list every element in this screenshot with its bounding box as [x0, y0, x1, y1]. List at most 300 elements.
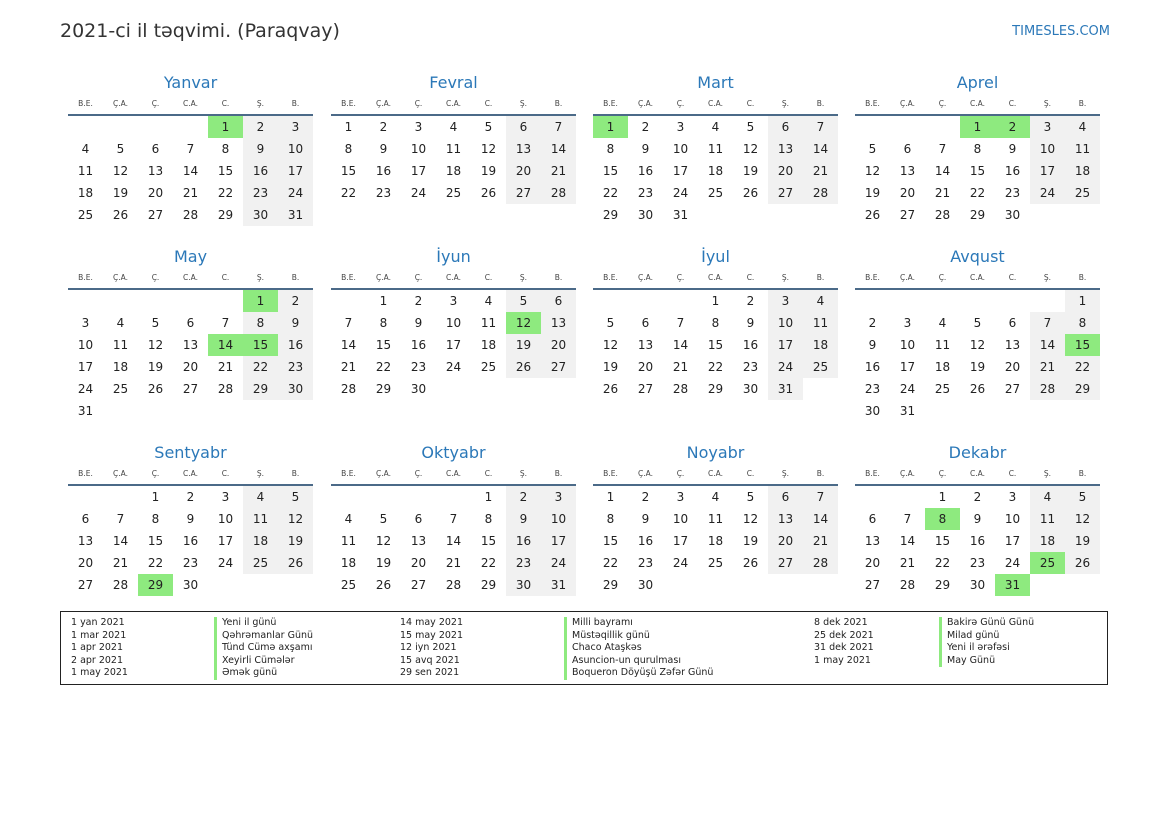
day-cell: 4	[243, 486, 278, 508]
holiday-day: 31	[995, 574, 1030, 596]
day-cell: 31	[899, 404, 916, 418]
day-grid	[68, 486, 313, 596]
day-cell: 18	[480, 338, 497, 352]
day-cell: 13	[768, 508, 803, 530]
day-cell: 6	[541, 290, 576, 312]
holiday-day: 2	[995, 116, 1030, 138]
day-cell: 7	[186, 142, 195, 156]
holiday-day: 29	[138, 574, 173, 596]
day-cell: 25	[243, 552, 278, 574]
day-cell: 15	[375, 338, 392, 352]
day-cell: 18	[707, 164, 724, 178]
month-name: Avqust	[950, 247, 1005, 266]
day-cell: 2	[414, 294, 423, 308]
empty-cell	[925, 290, 960, 312]
day-cell: 25	[803, 356, 838, 378]
day-cell: 6	[903, 142, 912, 156]
day-cell: 15	[934, 534, 951, 548]
day-cell: 8	[221, 142, 230, 156]
day-cell: 23	[506, 552, 541, 574]
day-cell: 19	[506, 334, 541, 356]
day-cell: 26	[1065, 552, 1100, 574]
day-cell: 9	[186, 512, 195, 526]
weekday-label: B.	[816, 469, 825, 478]
legend-dates-col-1	[71, 617, 128, 680]
day-cell: 12	[375, 534, 392, 548]
weekday-label: Ç.A.	[112, 469, 128, 478]
day-cell: 23	[742, 360, 759, 374]
weekday-label: Ç.A.	[899, 273, 915, 282]
day-cell: 12	[602, 338, 619, 352]
day-cell: 24	[1004, 556, 1021, 570]
day-cell: 29	[243, 378, 278, 400]
day-cell: 9	[1008, 142, 1017, 156]
legend-entry: May Günü	[939, 655, 1034, 668]
weekday-label: Ş.	[256, 469, 265, 478]
day-cell: 27	[541, 356, 576, 378]
day-cell: 10	[410, 142, 427, 156]
day-cell: 28	[672, 382, 689, 396]
day-cell: 30	[278, 378, 313, 400]
day-cell: 17	[278, 160, 313, 182]
weekday-label: Ç.	[151, 99, 160, 108]
day-cell: 20	[637, 360, 654, 374]
day-cell: 7	[1030, 312, 1065, 334]
day-cell: 21	[340, 360, 357, 374]
weekday-label: C.A.	[445, 469, 461, 478]
day-cell: 10	[672, 142, 689, 156]
day-cell: 31	[768, 378, 803, 400]
day-cell: 15	[969, 164, 986, 178]
weekday-header	[68, 96, 313, 112]
day-cell: 22	[934, 556, 951, 570]
day-cell: 9	[868, 338, 877, 352]
day-cell: 24	[278, 182, 313, 204]
day-cell: 28	[1030, 378, 1065, 400]
holiday-day: 15	[243, 334, 278, 356]
legend-entry: 8 dek 2021	[814, 617, 868, 628]
day-cell: 25	[112, 382, 129, 396]
day-cell: 2	[868, 316, 877, 330]
month-yanvar	[68, 72, 313, 226]
day-cell: 6	[151, 142, 160, 156]
day-cell: 25	[934, 382, 951, 396]
day-cell: 22	[147, 556, 164, 570]
weekday-label: Ç.	[676, 273, 685, 282]
day-cell: 5	[484, 120, 493, 134]
empty-cell	[138, 116, 173, 138]
day-cell: 16	[506, 530, 541, 552]
day-cell: 31	[278, 204, 313, 226]
day-cell: 6	[81, 512, 90, 526]
day-cell: 6	[641, 316, 650, 330]
day-cell: 26	[278, 552, 313, 574]
weekday-label: B.E.	[603, 99, 618, 108]
legend-entry: 15 avq 2021	[400, 654, 460, 666]
day-cell: 7	[221, 316, 230, 330]
day-cell: 14	[445, 534, 462, 548]
day-cell: 3	[449, 294, 458, 308]
day-cell: 21	[803, 530, 838, 552]
day-cell: 1	[151, 490, 160, 504]
day-cell: 23	[637, 556, 654, 570]
day-cell: 25	[445, 186, 462, 200]
day-cell: 8	[243, 312, 278, 334]
day-grid	[593, 486, 838, 596]
day-cell: 13	[864, 534, 881, 548]
day-cell: 21	[445, 556, 462, 570]
day-cell: 31	[77, 404, 94, 418]
day-cell: 29	[217, 208, 234, 222]
day-cell: 30	[637, 578, 654, 592]
day-cell: 3	[676, 490, 685, 504]
day-cell: 16	[637, 164, 654, 178]
day-cell: 9	[641, 142, 650, 156]
day-cell: 13	[1004, 338, 1021, 352]
day-cell: 26	[375, 578, 392, 592]
day-cell: 11	[1065, 138, 1100, 160]
day-cell: 7	[116, 512, 125, 526]
day-cell: 2	[243, 116, 278, 138]
day-cell: 29	[375, 382, 392, 396]
day-cell: 19	[375, 556, 392, 570]
day-cell: 28	[112, 578, 129, 592]
weekday-header	[593, 466, 838, 482]
day-cell: 24	[899, 382, 916, 396]
month-name: Noyabr	[686, 443, 745, 462]
weekday-label: Ş.	[519, 469, 528, 478]
day-cell: 19	[969, 360, 986, 374]
empty-cell	[960, 290, 995, 312]
day-cell: 30	[506, 574, 541, 596]
day-cell: 18	[1065, 160, 1100, 182]
day-cell: 27	[506, 182, 541, 204]
weekday-label: C.	[1008, 469, 1017, 478]
day-cell: 2	[506, 486, 541, 508]
day-cell: 6	[414, 512, 423, 526]
day-cell: 23	[243, 182, 278, 204]
weekday-label: Ş.	[519, 99, 528, 108]
weekday-label: C.A.	[969, 99, 985, 108]
day-cell: 28	[934, 208, 951, 222]
day-cell: 11	[707, 512, 724, 526]
month-name: May	[173, 247, 208, 266]
legend-entry: Əmək günü	[214, 667, 313, 680]
weekday-label: B.E.	[341, 273, 356, 282]
month-name: Oktyabr	[421, 443, 486, 462]
weekday-label: B.E.	[78, 273, 93, 282]
day-cell: 27	[410, 578, 427, 592]
day-cell: 22	[243, 356, 278, 378]
weekday-label: C.	[746, 273, 755, 282]
legend-entry: 31 dek 2021	[814, 642, 874, 654]
day-cell: 20	[410, 556, 427, 570]
day-cell: 20	[899, 186, 916, 200]
day-cell: 1	[606, 490, 615, 504]
day-cell: 28	[899, 578, 916, 592]
day-cell: 24	[77, 382, 94, 396]
weekday-header	[593, 96, 838, 112]
day-cell: 19	[742, 164, 759, 178]
day-cell: 11	[707, 142, 724, 156]
weekday-label: C.	[221, 99, 230, 108]
day-cell: 5	[746, 120, 755, 134]
day-cell: 3	[903, 316, 912, 330]
month-i̇yun	[331, 246, 576, 400]
weekday-label: Ş.	[256, 273, 265, 282]
day-cell: 14	[182, 164, 199, 178]
day-cell: 17	[77, 360, 94, 374]
day-cell: 1	[484, 490, 493, 504]
month-noyabr	[593, 442, 838, 596]
day-cell: 10	[217, 512, 234, 526]
day-cell: 15	[602, 164, 619, 178]
day-grid	[68, 116, 313, 226]
day-cell: 5	[868, 142, 877, 156]
day-cell: 7	[541, 116, 576, 138]
day-cell: 17	[672, 534, 689, 548]
weekday-label: Ç.	[151, 469, 160, 478]
weekday-label: C.A.	[445, 99, 461, 108]
legend-entry: 2 apr 2021	[71, 654, 124, 666]
day-cell: 26	[506, 356, 541, 378]
day-cell: 10	[1004, 512, 1021, 526]
page-title: 2021-ci il təqvimi. (Paraqvay)	[60, 20, 340, 42]
legend-entry: Bakirə Günü Günü	[939, 617, 1034, 630]
day-cell: 9	[379, 142, 388, 156]
day-grid	[68, 290, 313, 422]
day-cell: 9	[414, 316, 423, 330]
day-cell: 20	[1004, 360, 1021, 374]
weekday-header	[331, 96, 576, 112]
day-cell: 30	[182, 578, 199, 592]
day-cell: 17	[541, 530, 576, 552]
day-cell: 23	[182, 556, 199, 570]
legend-dates-col-3	[814, 617, 874, 667]
day-cell: 22	[1065, 356, 1100, 378]
day-cell: 19	[147, 360, 164, 374]
day-cell: 6	[768, 486, 803, 508]
day-cell: 4	[803, 290, 838, 312]
day-cell: 12	[1065, 508, 1100, 530]
day-cell: 20	[768, 160, 803, 182]
weekday-label: C.	[221, 469, 230, 478]
day-cell: 12	[278, 508, 313, 530]
day-cell: 28	[217, 382, 234, 396]
month-mart	[593, 72, 838, 226]
day-cell: 16	[410, 338, 427, 352]
day-cell: 8	[151, 512, 160, 526]
legend-entry: Tünd Cümə axşamı	[214, 642, 313, 655]
day-cell: 22	[602, 186, 619, 200]
weekday-label: C.	[1008, 99, 1017, 108]
day-cell: 21	[934, 186, 951, 200]
day-cell: 16	[1004, 164, 1021, 178]
day-cell: 11	[77, 164, 94, 178]
day-cell: 23	[375, 186, 392, 200]
day-cell: 17	[672, 164, 689, 178]
day-cell: 1	[1065, 290, 1100, 312]
day-grid	[855, 290, 1100, 422]
day-cell: 24	[541, 552, 576, 574]
weekday-label: Ç.	[414, 99, 423, 108]
day-cell: 18	[340, 556, 357, 570]
month-may	[68, 246, 313, 422]
day-cell: 13	[637, 338, 654, 352]
day-cell: 10	[278, 138, 313, 160]
day-cell: 19	[1065, 530, 1100, 552]
day-cell: 23	[410, 360, 427, 374]
empty-cell	[436, 486, 471, 508]
day-cell: 7	[344, 316, 353, 330]
day-cell: 28	[182, 208, 199, 222]
day-cell: 12	[864, 164, 881, 178]
legend-entry: 1 apr 2021	[71, 642, 124, 654]
legend-entry: 29 sen 2021	[400, 667, 460, 679]
day-cell: 28	[445, 578, 462, 592]
month-name: Sentyabr	[154, 443, 227, 462]
weekday-label: Ç.A.	[899, 99, 915, 108]
weekday-label: B.E.	[341, 99, 356, 108]
empty-cell	[1030, 290, 1065, 312]
day-cell: 27	[147, 208, 164, 222]
legend-entry: Chaco Ataşkəs	[564, 642, 713, 655]
day-cell: 16	[375, 164, 392, 178]
legend-entry: Müstəqillik günü	[564, 630, 713, 643]
day-cell: 5	[116, 142, 125, 156]
day-cell: 10	[445, 316, 462, 330]
day-cell: 20	[506, 160, 541, 182]
day-cell: 18	[77, 186, 94, 200]
day-cell: 18	[1030, 530, 1065, 552]
weekday-label: C.A.	[707, 469, 723, 478]
day-cell: 8	[379, 316, 388, 330]
weekday-label: C.	[484, 99, 493, 108]
day-cell: 2	[641, 490, 650, 504]
day-cell: 26	[480, 186, 497, 200]
empty-cell	[103, 290, 138, 312]
day-cell: 22	[602, 556, 619, 570]
weekday-label: Ç.A.	[899, 469, 915, 478]
empty-cell	[628, 290, 663, 312]
day-cell: 2	[379, 120, 388, 134]
empty-cell	[68, 290, 103, 312]
weekday-label: B.E.	[341, 469, 356, 478]
weekday-label: Ç.A.	[375, 273, 391, 282]
empty-cell	[401, 486, 436, 508]
day-cell: 29	[1065, 378, 1100, 400]
day-cell: 15	[602, 534, 619, 548]
day-cell: 27	[182, 382, 199, 396]
day-cell: 21	[899, 556, 916, 570]
day-cell: 9	[746, 316, 755, 330]
day-grid	[593, 290, 838, 400]
weekday-header	[855, 270, 1100, 286]
legend-entry: Xeyirli Cümələr	[214, 655, 313, 668]
day-cell: 11	[803, 312, 838, 334]
day-cell: 22	[375, 360, 392, 374]
month-name: Dekabr	[948, 443, 1007, 462]
day-cell: 11	[445, 142, 462, 156]
day-cell: 30	[969, 578, 986, 592]
weekday-label: B.	[1078, 273, 1087, 282]
day-cell: 15	[707, 338, 724, 352]
month-oktyabr	[331, 442, 576, 596]
day-cell: 1	[938, 490, 947, 504]
day-cell: 10	[77, 338, 94, 352]
day-cell: 1	[344, 120, 353, 134]
day-cell: 3	[81, 316, 90, 330]
day-cell: 27	[899, 208, 916, 222]
day-cell: 25	[1065, 182, 1100, 204]
day-cell: 27	[77, 578, 94, 592]
empty-cell	[890, 290, 925, 312]
day-grid	[855, 486, 1100, 596]
day-cell: 19	[864, 186, 881, 200]
empty-cell	[366, 486, 401, 508]
weekday-label: B.	[554, 99, 563, 108]
legend-entry: Asuncion-un qurulması	[564, 655, 713, 668]
legend-entry: 14 may 2021	[400, 617, 464, 628]
day-cell: 5	[151, 316, 160, 330]
weekday-label: C.A.	[969, 273, 985, 282]
day-cell: 3	[278, 116, 313, 138]
weekday-label: C.A.	[445, 273, 461, 282]
month-sentyabr	[68, 442, 313, 596]
holiday-day: 1	[243, 290, 278, 312]
day-cell: 7	[449, 512, 458, 526]
day-cell: 27	[768, 182, 803, 204]
day-cell: 4	[938, 316, 947, 330]
weekday-label: C.A.	[182, 469, 198, 478]
weekday-header	[855, 466, 1100, 482]
day-cell: 27	[864, 578, 881, 592]
empty-cell	[995, 290, 1030, 312]
day-cell: 4	[1030, 486, 1065, 508]
day-cell: 27	[637, 382, 654, 396]
day-cell: 26	[602, 382, 619, 396]
day-cell: 5	[606, 316, 615, 330]
legend-entry: 15 may 2021	[400, 629, 464, 641]
weekday-label: B.E.	[603, 469, 618, 478]
legend-entry: Boqueron Döyüşü Zəfər Günü	[564, 667, 713, 680]
day-cell: 30	[742, 382, 759, 396]
weekday-label: Ş.	[519, 273, 528, 282]
day-cell: 8	[344, 142, 353, 156]
weekday-label: B.E.	[865, 469, 880, 478]
day-cell: 8	[484, 512, 493, 526]
day-cell: 22	[969, 186, 986, 200]
brand-link[interactable]: TIMESLES.COM	[1012, 24, 1110, 39]
day-cell: 9	[278, 312, 313, 334]
empty-cell	[855, 290, 890, 312]
holiday-day: 12	[506, 312, 541, 334]
day-cell: 5	[746, 490, 755, 504]
weekday-header	[855, 96, 1100, 112]
weekday-label: Ş.	[781, 469, 790, 478]
day-cell: 21	[541, 160, 576, 182]
day-cell: 4	[1065, 116, 1100, 138]
day-cell: 31	[541, 574, 576, 596]
day-cell: 20	[147, 186, 164, 200]
weekday-label: B.E.	[603, 273, 618, 282]
day-cell: 5	[973, 316, 982, 330]
weekday-label: Ç.	[676, 469, 685, 478]
empty-cell	[331, 290, 366, 312]
empty-cell	[68, 486, 103, 508]
day-cell: 19	[480, 164, 497, 178]
weekday-label: Ç.	[938, 273, 947, 282]
